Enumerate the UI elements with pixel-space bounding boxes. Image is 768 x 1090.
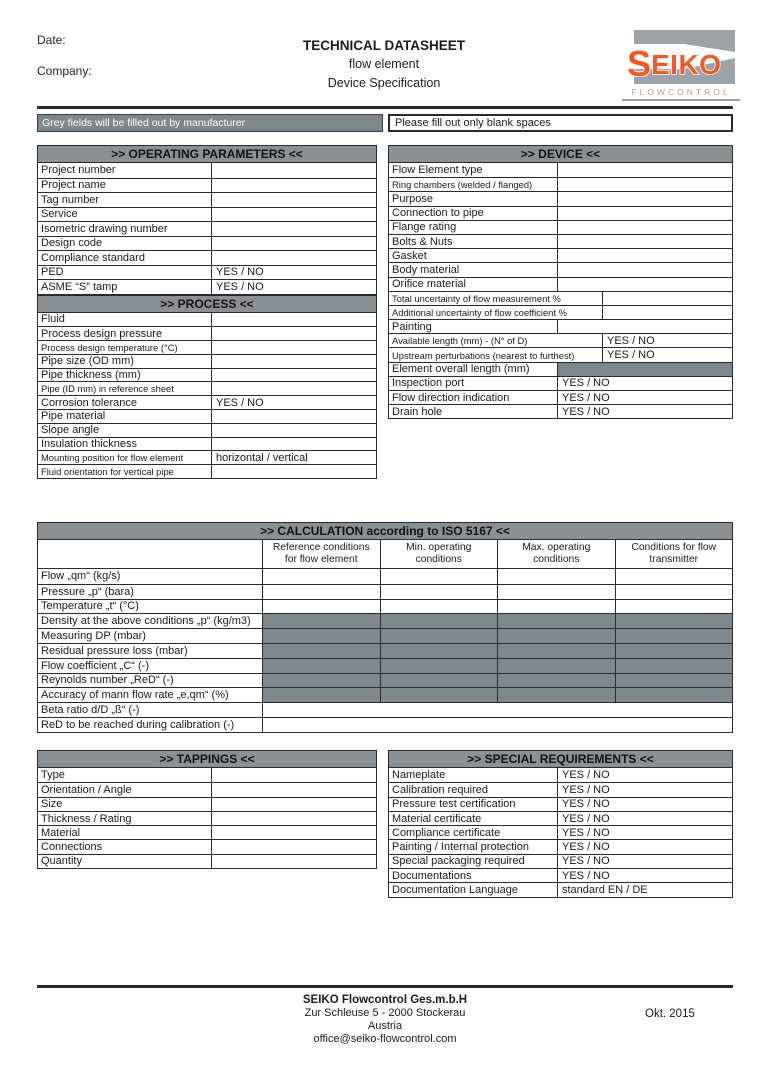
company-label: Company:: [37, 64, 92, 78]
blank-field: [558, 207, 732, 220]
header-divider: [37, 106, 733, 109]
row-label: Thickness / Rating: [38, 812, 212, 825]
table-row: [389, 234, 732, 248]
row-label: Calibration required: [389, 783, 558, 796]
special-requirements-table: [388, 768, 733, 898]
blank-field: [381, 600, 499, 614]
table-row: [389, 220, 732, 234]
row-label: Nameplate: [389, 768, 558, 782]
footer-email: office@seiko-flowcontrol.com: [313, 1033, 457, 1045]
table-row: [38, 279, 376, 294]
calc-row-label: ReD to be reached during calibration (-): [38, 718, 263, 732]
table-row: [389, 390, 732, 404]
manufacturer-field: [381, 629, 499, 643]
row-value: YES / NO: [562, 783, 610, 796]
manufacturer-field: [616, 688, 733, 702]
table-row: [38, 854, 376, 868]
row-label: Fluid orientation for vertical pipe: [38, 465, 212, 478]
table-row: [389, 191, 732, 205]
table-row: [38, 464, 376, 478]
row-label: Orientation / Angle: [38, 783, 212, 796]
blank-field: [558, 263, 732, 276]
row-value: YES / NO: [562, 826, 610, 839]
calc-row-label: Density at the above conditions „p“ (kg/m3): [38, 614, 263, 628]
blank-field: [212, 410, 376, 423]
tappings-section: [37, 750, 377, 869]
blank-field: [263, 600, 381, 614]
blank-field: [212, 251, 376, 265]
calculation-table: [37, 569, 733, 733]
calc-row: [38, 702, 732, 717]
row-value: YES / NO: [216, 280, 264, 293]
blank-field: [381, 569, 499, 584]
blank-field: [498, 600, 616, 614]
table-row: [389, 882, 732, 896]
row-label: Documentations: [389, 869, 558, 882]
blank-field: [616, 569, 733, 584]
blank-field: [212, 465, 376, 478]
row-label: Pressure test certification: [389, 798, 558, 811]
row-value: YES / NO: [562, 841, 610, 854]
blank-field-span: [263, 718, 732, 732]
blank-field: [212, 826, 376, 839]
row-label: Slope angle: [38, 424, 212, 437]
row-label: Orifice material: [389, 278, 558, 291]
page-subtitle: flow element: [348, 57, 420, 71]
logo-brand-rest: EIKO: [651, 49, 722, 80]
manufacturer-field: [616, 614, 733, 628]
calc-row-label: Flow „qm“ (kg/s): [38, 569, 263, 584]
section-tappings: >> TAPPINGS <<: [37, 750, 377, 768]
row-label: Flow direction indication: [389, 391, 558, 404]
logo-subtext: FLOWCONTROL: [622, 87, 740, 101]
row-label: Insulation thickness: [38, 438, 212, 451]
calc-row: [38, 643, 732, 658]
manufacturer-field: [263, 688, 381, 702]
blank-field: [603, 306, 732, 319]
table-row: [389, 177, 732, 191]
calc-header-spacer: [38, 540, 263, 568]
blank-field: [212, 222, 376, 236]
note-grey-fields: Grey fields will be filled out by manufacturer: [37, 114, 383, 132]
blank-field: [212, 783, 376, 796]
section-special-requirements: >> SPECIAL REQUIREMENTS <<: [388, 750, 733, 768]
row-value: YES / NO: [562, 812, 610, 825]
page-title: TECHNICAL DATASHEET: [303, 38, 465, 53]
manufacturer-field: [616, 659, 733, 673]
calculation-column-headers: [37, 540, 733, 569]
device-table: [388, 163, 733, 419]
row-label: Total uncertainty of flow measurement %: [389, 292, 603, 305]
blank-field: [558, 178, 732, 191]
row-label: Pipe material: [38, 410, 212, 423]
blank-field: [616, 600, 733, 614]
blank-field: [558, 235, 732, 248]
blank-field: [212, 855, 376, 868]
row-label: Fluid: [38, 313, 212, 327]
row-value: standard EN / DE: [562, 884, 648, 897]
blank-field: [381, 585, 499, 599]
table-row: [38, 265, 376, 280]
blank-field: [603, 292, 732, 305]
row-label: Painting / Internal protection: [389, 840, 558, 853]
table-row: [389, 404, 732, 418]
calc-col-max: Max. operating conditions: [498, 540, 616, 568]
row-label: Material certificate: [389, 812, 558, 825]
blank-field: [212, 424, 376, 437]
operating-parameters-table: [37, 163, 377, 295]
blank-field: [212, 179, 376, 193]
blank-field: [212, 208, 376, 222]
row-value: YES / NO: [607, 334, 655, 347]
blank-field: [212, 313, 376, 327]
calc-row-label: Measuring DP (mbar): [38, 629, 263, 643]
table-row: [38, 236, 376, 251]
table-row: [389, 854, 732, 868]
blank-field: [616, 585, 733, 599]
table-row: [38, 326, 376, 340]
row-label: ASME “S” tamp: [38, 280, 212, 294]
blank-field-span: [263, 703, 732, 717]
process-table: [37, 313, 377, 480]
table-row: [389, 305, 732, 319]
calc-row: [38, 628, 732, 643]
calc-col-reference: Reference conditions for flow element: [263, 540, 381, 568]
calc-row-label: Residual pressure loss (mbar): [38, 644, 263, 658]
right-column: [388, 145, 733, 419]
calc-row: [38, 569, 732, 584]
manufacturer-field: [381, 688, 499, 702]
table-row: [38, 381, 376, 395]
row-label: Process design pressure: [38, 327, 212, 340]
row-label: Connection to pipe: [389, 207, 558, 220]
row-label: Special packaging required: [389, 855, 558, 868]
table-row: [389, 811, 732, 825]
manufacturer-field: [263, 614, 381, 628]
calc-row: [38, 584, 732, 599]
calc-row: [38, 673, 732, 688]
manufacturer-field: [263, 644, 381, 658]
seiko-logo: [622, 28, 740, 101]
blank-field: [558, 163, 732, 177]
blank-field: [212, 382, 376, 395]
calc-row-label: Pressure „p“ (bara): [38, 585, 263, 599]
section-process: >> PROCESS <<: [37, 295, 377, 313]
row-label: Ring chambers (welded / flanged): [389, 178, 558, 191]
blank-field: [558, 221, 732, 234]
title-block: [234, 36, 534, 93]
blank-field: [212, 438, 376, 451]
row-label: Available length (mm) - (N° of D): [389, 334, 603, 347]
tappings-table: [37, 768, 377, 869]
row-label: Type: [38, 768, 212, 782]
blank-field: [212, 341, 376, 354]
calc-row: [38, 717, 732, 732]
table-row: [38, 782, 376, 796]
table-row: [389, 347, 732, 361]
table-row: [389, 825, 732, 839]
blank-field: [263, 569, 381, 584]
calc-row-label: Flow coefficient „C“ (-): [38, 659, 263, 673]
table-row: [38, 192, 376, 207]
row-label: Drain hole: [389, 405, 558, 418]
row-value: YES / NO: [216, 396, 264, 409]
manufacturer-field: [498, 644, 616, 658]
calc-row-label: Beta ratio d/D „ß“ (-): [38, 703, 263, 717]
calc-col-min: Min. operating conditions: [381, 540, 499, 568]
blank-field: [212, 840, 376, 853]
table-row: [38, 340, 376, 354]
footer-address-line1: Zur Schleuse 5 - 2000 Stockerau: [304, 1007, 466, 1019]
calc-row: [38, 658, 732, 673]
logo-brand-initial: S: [627, 43, 652, 84]
row-value: YES / NO: [562, 769, 610, 782]
manufacturer-field: [263, 674, 381, 688]
table-row: [389, 277, 732, 291]
footer-company-name: SEIKO Flowcontrol Ges.m.b.H: [302, 994, 468, 1006]
manufacturer-field: [498, 614, 616, 628]
table-row: [389, 868, 732, 882]
section-device: >> DEVICE <<: [388, 145, 733, 163]
blank-field: [558, 249, 732, 262]
row-value: YES / NO: [562, 391, 610, 404]
table-row: [38, 354, 376, 368]
blank-field: [212, 798, 376, 811]
row-label: Connections: [38, 840, 212, 853]
row-label: Pipe (ID mm) in reference sheet: [38, 382, 212, 395]
row-label: Flange rating: [389, 221, 558, 234]
row-label: Quantity: [38, 855, 212, 868]
footer-divider: [37, 985, 733, 988]
table-row: [389, 839, 732, 853]
table-row: [38, 423, 376, 437]
row-label: Compliance certificate: [389, 826, 558, 839]
blank-field: [212, 369, 376, 382]
row-label: Flow Element type: [389, 163, 558, 177]
row-value: horizontal / vertical: [216, 451, 308, 464]
manufacturer-field: [498, 674, 616, 688]
table-row: [38, 368, 376, 382]
table-row: [389, 768, 732, 782]
table-row: [389, 362, 732, 376]
blank-field: [212, 327, 376, 340]
row-label: Material: [38, 826, 212, 839]
row-label: Element overall length (mm): [389, 363, 558, 376]
table-row: [38, 839, 376, 853]
manufacturer-field: [263, 659, 381, 673]
row-value: YES / NO: [562, 869, 610, 882]
venturi-nozzle-icon: [622, 28, 740, 86]
row-label: Process design temperature (°C): [38, 341, 212, 354]
row-value: YES / NO: [562, 405, 610, 418]
table-row: [38, 395, 376, 409]
special-requirements-section: [388, 750, 733, 898]
table-row: [38, 207, 376, 222]
row-label: Body material: [389, 263, 558, 276]
table-row: [389, 319, 732, 333]
manufacturer-field: [381, 644, 499, 658]
table-row: [389, 206, 732, 220]
blank-field: [558, 320, 732, 333]
calc-row-label: Accuracy of mann flow rate „e,qm“ (%): [38, 688, 263, 702]
row-value: YES / NO: [607, 349, 655, 362]
table-row: [38, 313, 376, 327]
row-label: Gasket: [389, 249, 558, 262]
calc-row: [38, 599, 732, 614]
table-row: [38, 768, 376, 782]
date-label: Date:: [37, 33, 66, 47]
row-label: Mounting position for flow element: [38, 451, 212, 464]
calc-row-label: Temperature „t“ (°C): [38, 600, 263, 614]
row-label: Service: [38, 208, 212, 222]
section-calculation: >> CALCULATION according to ISO 5167 <<: [37, 522, 733, 540]
calc-col-transmitter: Conditions for flow transmitter: [631, 542, 717, 565]
table-row: [38, 409, 376, 423]
calc-row-label: Reynolds number „ReD“ (-): [38, 674, 263, 688]
row-value: YES / NO: [562, 855, 610, 868]
row-label: Pipe size (OD mm): [38, 355, 212, 368]
row-label: Compliance standard: [38, 251, 212, 265]
row-label: Corrosion tolerance: [38, 396, 212, 409]
left-column: [37, 145, 377, 479]
manufacturer-field: [498, 688, 616, 702]
table-row: [389, 333, 732, 347]
table-row: [38, 221, 376, 236]
blank-field: [212, 193, 376, 207]
table-row: [389, 797, 732, 811]
manufacturer-field: [381, 659, 499, 673]
row-label: Upstream perturbations (nearest to furthest): [389, 348, 603, 361]
table-row: [38, 250, 376, 265]
row-label: Bolts & Nuts: [389, 235, 558, 248]
row-label: Pipe thickness (mm): [38, 369, 212, 382]
table-row: [38, 450, 376, 464]
table-row: [389, 163, 732, 177]
manufacturer-field: [616, 644, 733, 658]
table-row: [38, 797, 376, 811]
row-label: PED: [38, 266, 212, 280]
row-label: Documentation Language: [389, 883, 558, 896]
row-label: Project number: [38, 163, 212, 178]
footer-address-block: [37, 994, 733, 1046]
table-row: [38, 178, 376, 193]
blank-field: [212, 355, 376, 368]
row-label: Additional uncertainty of flow coefficient %: [389, 306, 603, 319]
calc-row: [38, 687, 732, 702]
table-row: [389, 376, 732, 390]
blank-field: [263, 585, 381, 599]
table-row: [389, 782, 732, 796]
row-label: Purpose: [389, 192, 558, 205]
row-label: Design code: [38, 237, 212, 251]
table-row: [38, 437, 376, 451]
blank-field: [212, 768, 376, 782]
table-row: [38, 163, 376, 178]
blank-field: [558, 192, 732, 205]
calculation-section: [37, 522, 733, 733]
table-row: [389, 262, 732, 276]
row-label: Isometric drawing number: [38, 222, 212, 236]
table-row: [389, 291, 732, 305]
footer-address-line2: Austria: [367, 1020, 403, 1032]
table-row: [38, 811, 376, 825]
row-label: Size: [38, 798, 212, 811]
blank-field: [498, 585, 616, 599]
table-row: [38, 825, 376, 839]
manufacturer-field: [616, 629, 733, 643]
row-label: Project name: [38, 179, 212, 193]
manufacturer-field: [263, 629, 381, 643]
blank-field: [498, 569, 616, 584]
blank-field: [212, 163, 376, 178]
section-operating-parameters: >> OPERATING PARAMETERS <<: [37, 145, 377, 163]
manufacturer-field: [498, 659, 616, 673]
row-value: YES / NO: [562, 798, 610, 811]
table-row: [389, 248, 732, 262]
manufacturer-field: [381, 614, 499, 628]
note-blank-spaces: Please fill out only blank spaces: [388, 114, 733, 132]
page-subtitle-2: Device Specification: [327, 76, 441, 90]
row-value: YES / NO: [216, 266, 264, 279]
footer-date: Okt. 2015: [645, 1008, 695, 1020]
blank-field: [212, 812, 376, 825]
blank-field: [212, 237, 376, 251]
blank-field: [558, 278, 732, 291]
blank-field: [558, 363, 732, 376]
manufacturer-field: [498, 629, 616, 643]
row-label: Painting: [389, 320, 558, 333]
row-label: Inspection port: [389, 377, 558, 390]
row-label: Tag number: [38, 193, 212, 207]
row-value: YES / NO: [562, 377, 610, 390]
manufacturer-field: [616, 674, 733, 688]
calc-row: [38, 613, 732, 628]
manufacturer-field: [381, 674, 499, 688]
